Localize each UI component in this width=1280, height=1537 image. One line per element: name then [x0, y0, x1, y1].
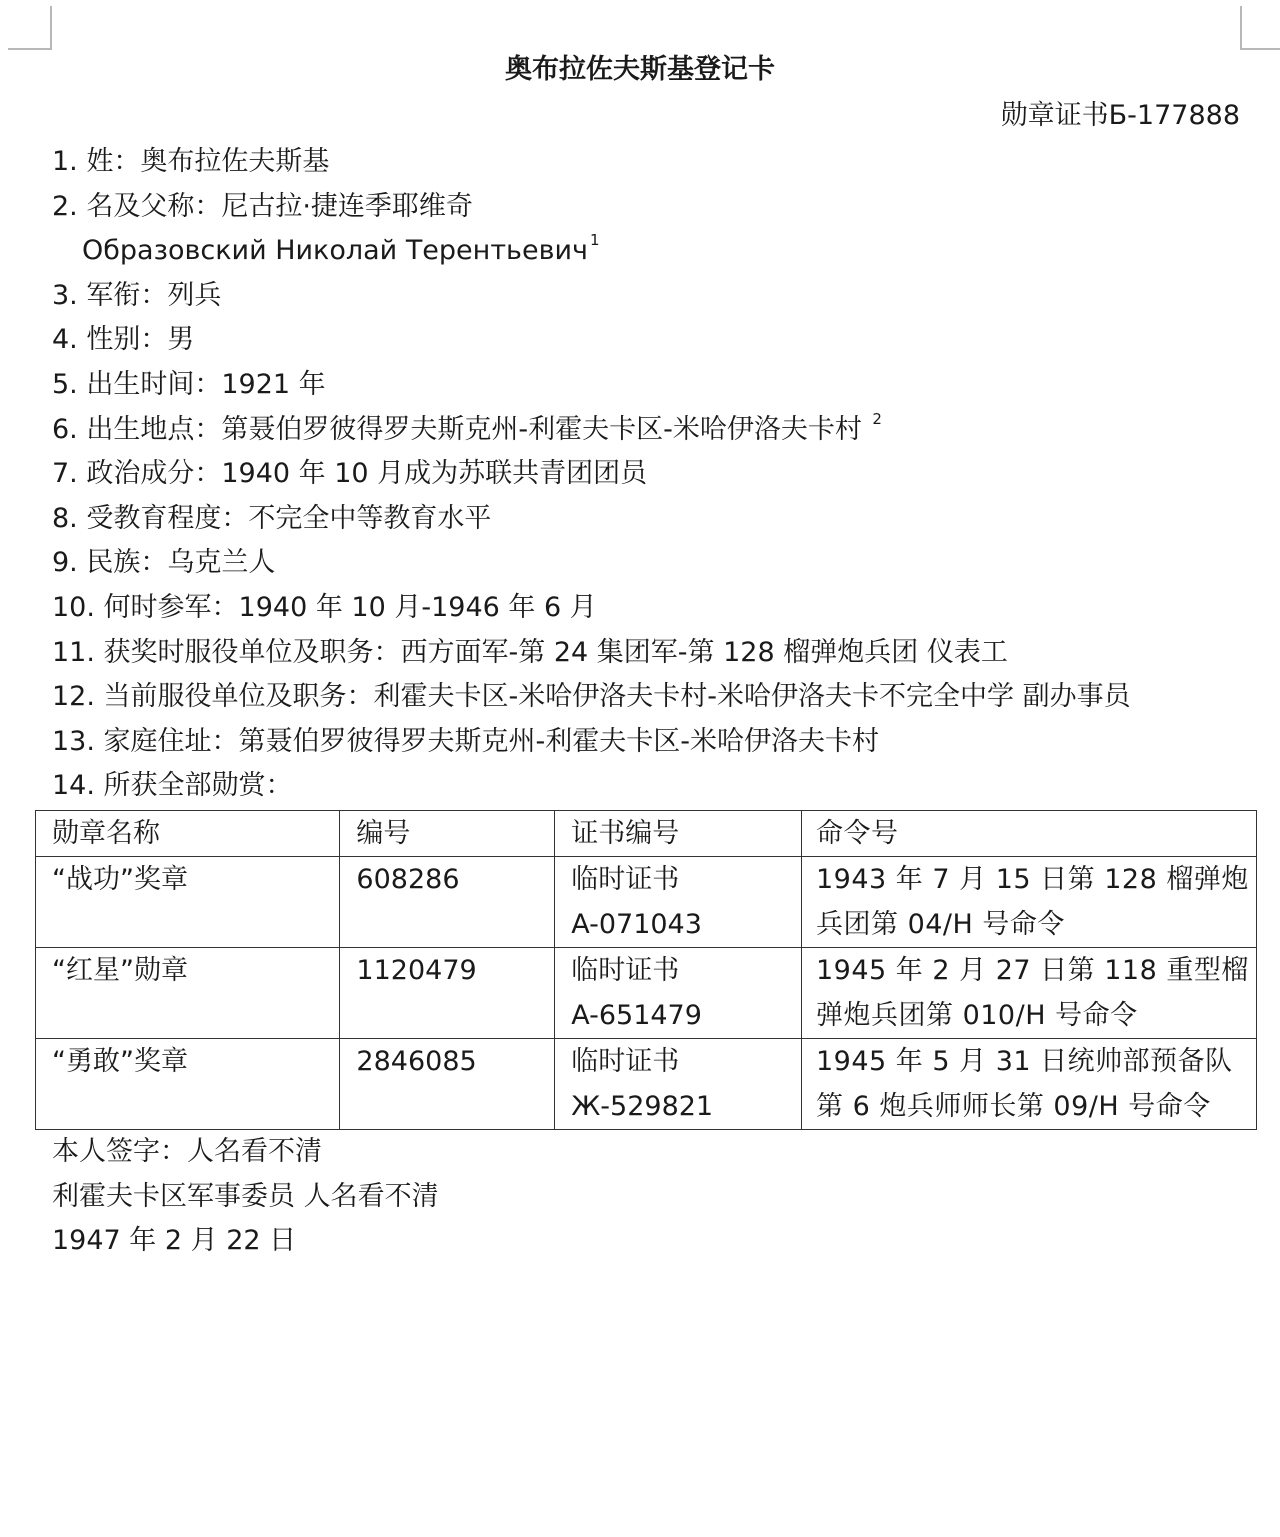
- field-birth-year: 5. 出生时间：1921 年: [52, 368, 326, 400]
- field-birthplace: 6. 出生地点：第聂伯罗彼得罗夫斯克州-利霍夫卡区-米哈伊洛夫卡村 $^2$: [52, 409, 882, 445]
- field-gender: 4. 性别：男: [52, 324, 195, 356]
- column-header: 证书编号: [555, 811, 802, 857]
- field-current-unit: 12. 当前服役单位及职务：利霍夫卡区-米哈伊洛夫卡村-米哈伊洛夫卡不完全中学 副办事员: [52, 681, 1131, 713]
- footnote-marker: 1: [590, 231, 600, 250]
- field-rank: 3. 军衔：列兵: [52, 279, 222, 311]
- award-number: 608286: [340, 857, 555, 948]
- award-certificate: 临时证书 Ж-529821: [555, 1039, 802, 1130]
- table-row: [36, 1039, 1257, 1130]
- awards-table: [35, 810, 1257, 1130]
- award-name: “红星”勋章: [36, 948, 340, 1039]
- field-political-status: 7. 政治成分：1940 年 10 月成为苏联共青团团员: [52, 458, 648, 490]
- field-education: 8. 受教育程度：不完全中等教育水平: [52, 502, 492, 534]
- award-certificate: 临时证书 A-071043: [555, 857, 802, 948]
- table-row: [36, 948, 1257, 1039]
- footnote-marker: 2: [872, 409, 882, 428]
- award-number: 2846085: [340, 1039, 555, 1130]
- award-certificate: 临时证书 A-651479: [555, 948, 802, 1039]
- award-name: “战功”奖章: [36, 857, 340, 948]
- date-line: 1947 年 2 月 22 日: [52, 1225, 297, 1257]
- field-surname: 1. 姓：奥布拉佐夫斯基: [52, 146, 330, 177]
- column-header: 命令号: [801, 811, 1256, 857]
- registration-fields: [52, 140, 1252, 809]
- table-header-row: [36, 811, 1257, 857]
- field-unit-at-award: 11. 获奖时服役单位及职务：西方面军-第 24 集团军-第 128 榴弹炮兵团 仪表工: [52, 636, 1008, 668]
- award-order: 1945 年 2 月 27 日第 118 重型榴 弹炮兵团第 010/H 号命令: [801, 948, 1256, 1039]
- award-number: 1120479: [340, 948, 555, 1039]
- column-header: 编号: [340, 811, 555, 857]
- award-order: 1945 年 5 月 31 日统帅部预备队 第 6 炮兵师师长第 09/H 号命令: [801, 1039, 1256, 1130]
- field-nationality: 9. 民族：乌克兰人: [52, 547, 276, 579]
- certificate-number: 勋章证书Б-177888: [1000, 100, 1240, 131]
- field-service-period: 10. 何时参军：1940 年 10 月-1946 年 6 月: [52, 591, 597, 623]
- closing-section: [52, 1130, 439, 1264]
- commissar-line: 利霍夫卡区军事委员 人名看不清: [52, 1180, 439, 1212]
- table-row: [36, 857, 1257, 948]
- award-name: “勇敢”奖章: [36, 1039, 340, 1130]
- page-corner-mark-top-left: [8, 6, 52, 50]
- column-header: 勋章名称: [36, 811, 340, 857]
- page-corner-mark-top-right: [1240, 6, 1280, 50]
- field-russian-name: Образовский Николай Терентьевич $^1$: [82, 231, 600, 267]
- award-order: 1943 年 7 月 15 日第 128 榴弹炮 兵团第 04/H 号命令: [801, 857, 1256, 948]
- field-awards-heading: 14. 所获全部勋赏：: [52, 770, 293, 802]
- document-title: 奥布拉佐夫斯基登记卡: [505, 54, 775, 85]
- signature-line: 本人签字：人名看不清: [52, 1136, 322, 1167]
- field-home-address: 13. 家庭住址：第聂伯罗彼得罗夫斯克州-利霍夫卡区-米哈伊洛夫卡村: [52, 725, 880, 757]
- field-name-patronymic: 2. 名及父称：尼古拉·捷连季耶维奇: [52, 190, 473, 222]
